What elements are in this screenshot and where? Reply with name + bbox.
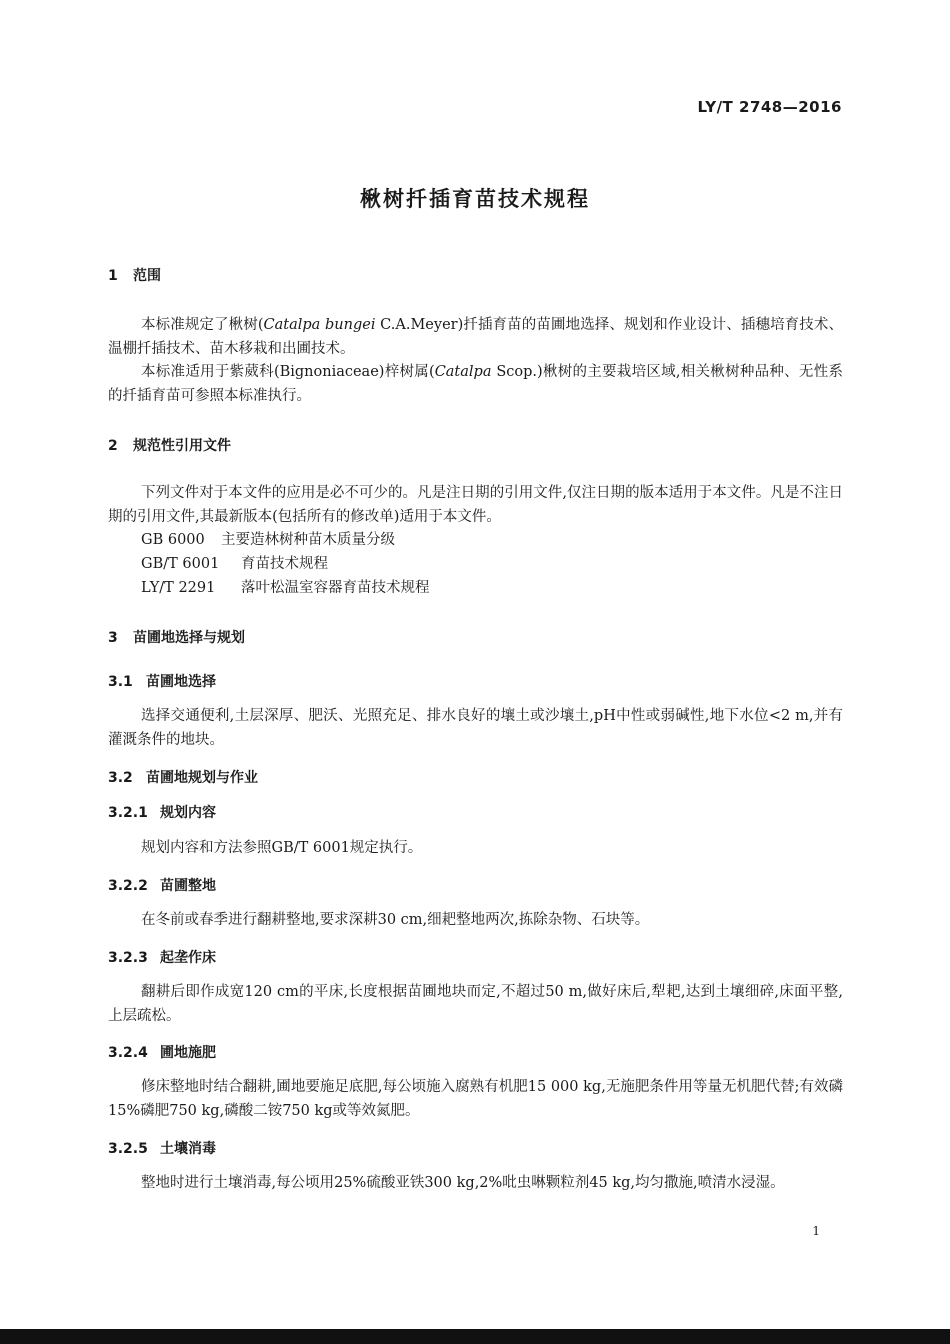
section-3-2-4-paragraph: 修床整地时结合翻耕,圃地要施足底肥,每公顷施入腐熟有机肥15 000 kg,无施肥条件用等量无机肥代替;有效磷15%磷肥750 kg,磷酸二铵750 kg或等效氮肥。 xyxy=(108,1079,843,1119)
section-3-2-2-paragraph: 在冬前或春季进行翻耕整地,要求深耕30 cm,细耙整地两次,拣除杂物、石块等。 xyxy=(141,912,650,928)
section-title: 苗圃地规划与作业 xyxy=(146,770,258,786)
section-3-2-3-heading xyxy=(108,947,216,967)
section-2-paragraph: 下列文件对于本文件的应用是必不可少的。凡是注日期的引用文件,仅注日期的版本适用于本文件。凡是不注日期的引用文件,其最新版本(包括所有的修改单)适用于本文件。 xyxy=(108,485,843,525)
section-number: 3.2.5 xyxy=(108,1141,148,1157)
reference-code: GB 6000 xyxy=(141,532,205,548)
section-title: 圃地施肥 xyxy=(160,1045,216,1061)
section-number: 1 xyxy=(108,268,118,284)
section-3-1-paragraph: 选择交通便利,土层深厚、肥沃、光照充足、排水良好的壤土或沙壤土,pH中性或弱碱性,地下水位<2 m,并有灌溉条件的地块。 xyxy=(108,708,843,748)
reference-item xyxy=(141,528,395,552)
section-3-2-1-heading xyxy=(108,802,216,822)
section-3-2-3-paragraph: 翻耕后即作成宽120 cm的平床,长度根据苗圃地块而定,不超过50 m,做好床后,犁耙,达到土壤细碎,床面平整,上层疏松。 xyxy=(108,984,843,1024)
section-2-heading xyxy=(108,435,231,455)
section-title: 苗圃地选择 xyxy=(146,674,216,690)
reference-code: LY/T 2291 xyxy=(141,580,216,596)
section-number: 3 xyxy=(108,630,118,646)
section-3-1-heading xyxy=(108,671,216,691)
reference-item xyxy=(141,552,328,576)
section-3-2-5-paragraph: 整地时进行土壤消毒,每公顷用25%硫酸亚铁300 kg,2%吡虫啉颗粒剂45 kg,均匀撒施,喷清水浸湿。 xyxy=(141,1175,785,1191)
section-1-paragraph-2: 本标准适用于紫葳科(Bignoniaceae)梓树属(Catalpa Scop.)楸树的主要栽培区域,相关楸树种品种、无性系的扦插育苗可参照本标准执行。 xyxy=(108,364,843,404)
scan-bottom-border xyxy=(0,1329,950,1344)
section-3-heading xyxy=(108,627,245,647)
reference-item xyxy=(141,576,430,600)
standard-code: LY/T 2748—2016 xyxy=(697,98,842,116)
section-3-2-2-heading xyxy=(108,875,216,895)
section-1-heading xyxy=(108,265,161,285)
section-1-paragraph-1: 本标准规定了楸树(Catalpa bungei C.A.Meyer)扦插育苗的苗圃地选择、规划和作业设计、插穗培育技术、温棚扦插技术、苗木移栽和出圃技术。 xyxy=(108,317,843,357)
section-number: 3.2.1 xyxy=(108,805,148,821)
section-title: 苗圃地选择与规划 xyxy=(133,630,245,646)
reference-name: 主要造林树种苗木质量分级 xyxy=(221,532,395,548)
reference-name: 育苗技术规程 xyxy=(241,556,328,572)
section-title: 土壤消毒 xyxy=(160,1141,216,1157)
section-number: 2 xyxy=(108,438,118,454)
section-title: 范围 xyxy=(133,268,161,284)
section-title: 起垄作床 xyxy=(160,950,216,966)
section-3-2-heading xyxy=(108,767,258,787)
section-3-2-1-paragraph: 规划内容和方法参照GB/T 6001规定执行。 xyxy=(141,840,423,856)
reference-name: 落叶松温室容器育苗技术规程 xyxy=(241,580,430,596)
section-title: 规划内容 xyxy=(160,805,216,821)
section-title: 苗圃整地 xyxy=(160,878,216,894)
section-number: 3.2.4 xyxy=(108,1045,148,1061)
reference-code: GB/T 6001 xyxy=(141,556,220,572)
section-title: 规范性引用文件 xyxy=(133,438,231,454)
section-number: 3.2.3 xyxy=(108,950,148,966)
section-3-2-4-heading xyxy=(108,1042,216,1062)
document-title: 楸树扦插育苗技术规程 xyxy=(360,187,590,211)
page-number: 1 xyxy=(812,1224,820,1238)
section-number: 3.2.2 xyxy=(108,878,148,894)
section-3-2-5-heading xyxy=(108,1138,216,1158)
section-number: 3.2 xyxy=(108,770,133,786)
section-number: 3.1 xyxy=(108,674,133,690)
